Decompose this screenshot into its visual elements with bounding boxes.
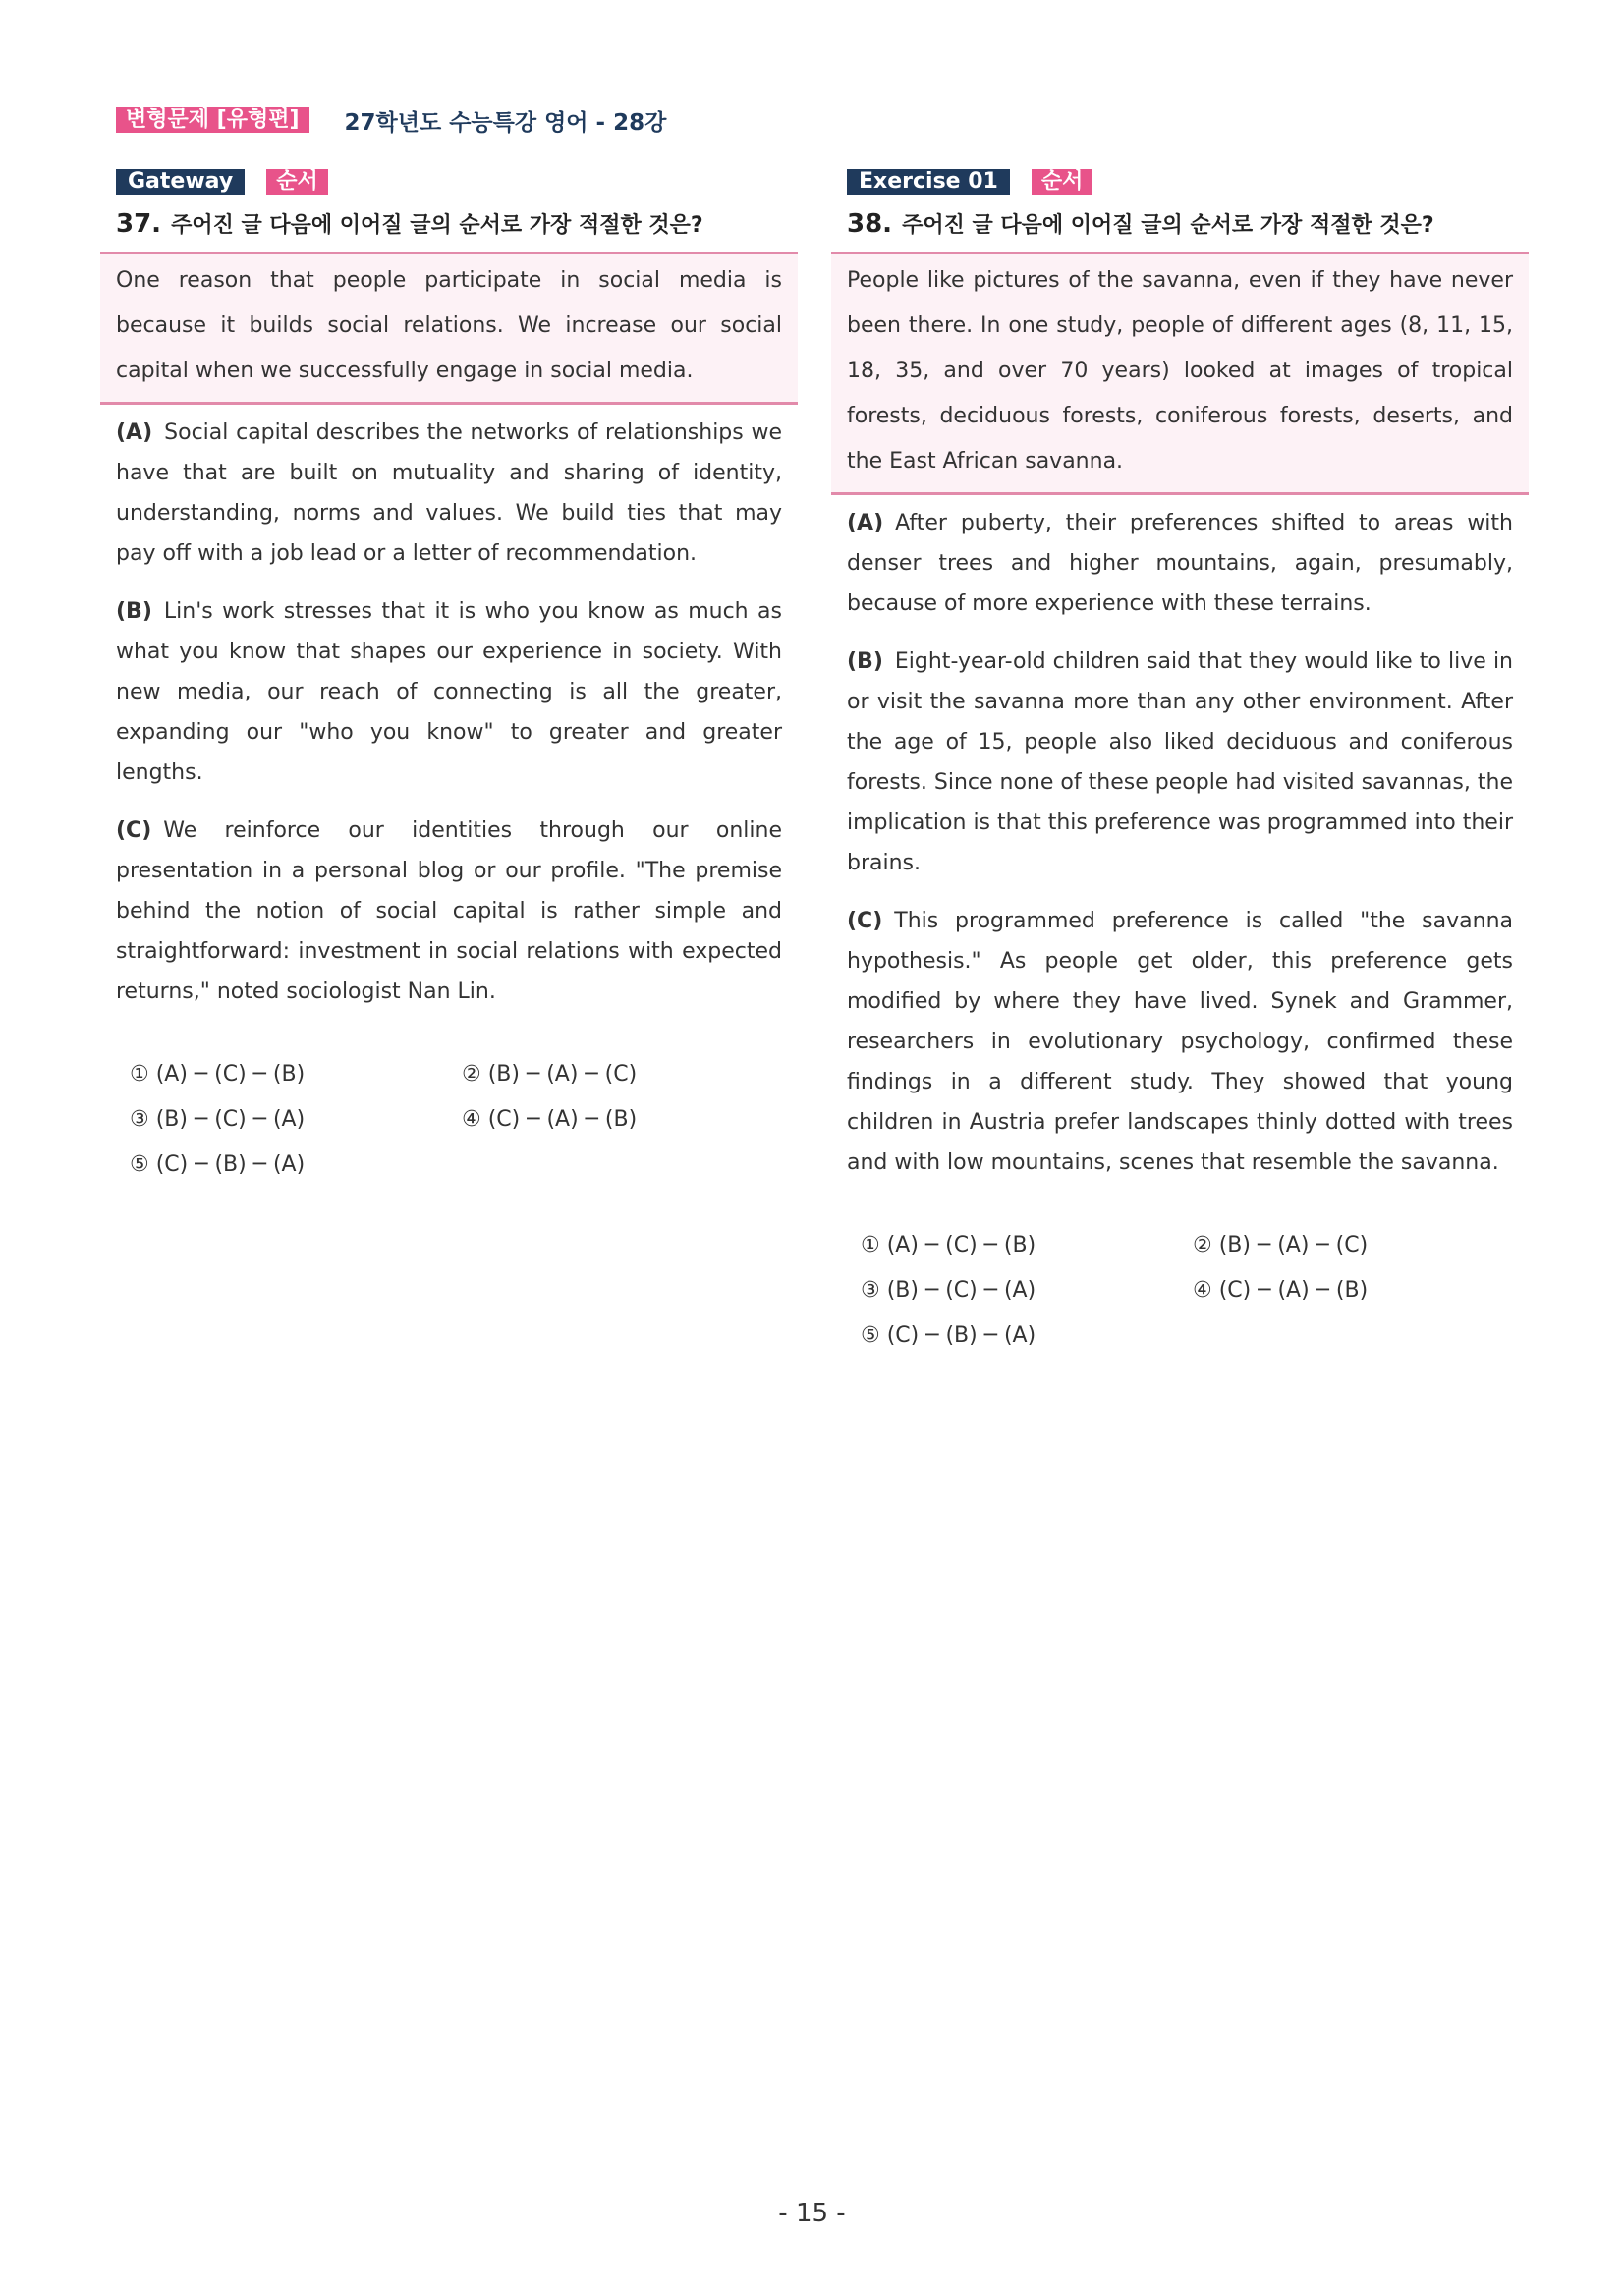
option-row <box>130 1051 798 1096</box>
option-4[interactable]: ④ (C) ─ (A) ─ (B) <box>1193 1277 1369 1303</box>
question-38-column <box>831 169 1529 1358</box>
type-tag: 변형문제 [유형편] <box>116 107 309 133</box>
paragraph-label: (B) <box>116 599 152 624</box>
option-5[interactable]: ⑤ (C) ─ (B) ─ (A) <box>130 1151 306 1177</box>
paragraph-label: (C) <box>116 818 152 843</box>
question-text: 주어진 글 다음에 이어질 글의 순서로 가장 적절한 것은? <box>171 213 703 238</box>
header-title: 27학년도 수능특강 영어 - 28강 <box>344 109 667 136</box>
question-title <box>847 204 1529 244</box>
answer-options <box>861 1222 1529 1358</box>
exercise-tag: Exercise 01 <box>847 169 1010 195</box>
tag-row <box>847 169 1529 195</box>
paragraph-c <box>831 901 1529 1183</box>
paragraph-a <box>100 413 798 574</box>
intro-passage: People like pictures of the savanna, even if they have never been there. In one study, people of different ages (8, 11, 15, 18, 35, and over 70 years) looked at images of tropical forests, deciduous forests, coniferous forests, deserts, and the East African savanna. <box>831 252 1529 495</box>
paragraph-label: (C) <box>847 909 883 933</box>
order-tag: 순서 <box>266 169 328 195</box>
option-3[interactable]: ③ (B) ─ (C) ─ (A) <box>861 1277 1036 1303</box>
question-text: 주어진 글 다음에 이어질 글의 순서로 가장 적절한 것은? <box>902 213 1434 238</box>
option-row <box>861 1267 1529 1313</box>
page-header <box>116 105 666 135</box>
option-row <box>130 1142 798 1187</box>
option-1[interactable]: ① (A) ─ (C) ─ (B) <box>861 1232 1036 1258</box>
paragraph-label: (A) <box>847 511 884 535</box>
paragraph-a <box>831 503 1529 624</box>
paragraph-label: (B) <box>847 649 883 674</box>
paragraph-text: This programmed preference is called "the savanna hypothesis." As people get older, this preference gets modified by where they have lived. Synek and Grammer, researchers in evolutionary psychology, confirmed these findings in a different study. They showed that young children in Austria prefer landscapes thinly dotted with trees and with low mountains, scenes that resemble the savanna. <box>847 909 1513 1175</box>
question-number: 37. <box>116 209 162 239</box>
paragraph-text: After puberty, their preferences shifted to areas with denser trees and higher mountains, again, presumably, because of more experience with these terrains. <box>847 511 1513 616</box>
gateway-tag: Gateway <box>116 169 245 195</box>
question-37-column <box>100 169 798 1187</box>
question-title <box>116 204 798 244</box>
paragraph-c <box>100 811 798 1012</box>
intro-passage: One reason that people participate in social media is because it builds social relations. We increase our social capital when we successfully engage in social media. <box>100 252 798 405</box>
paragraph-b <box>831 642 1529 883</box>
answer-options <box>130 1051 798 1187</box>
paragraph-text: We reinforce our identities through our online presentation in a personal blog or our profile. "The premise behind the notion of social capital is rather simple and straightforward: investment in social relations with expected returns," noted sociologist Nan Lin. <box>116 818 782 1004</box>
paragraph-text: Lin's work stresses that it is who you know as much as what you know that shapes our experience in society. With new media, our reach of connecting is all the greater, expanding our "who you know" to greater and greater lengths. <box>116 599 782 785</box>
option-4[interactable]: ④ (C) ─ (A) ─ (B) <box>462 1106 638 1132</box>
option-row <box>861 1313 1529 1358</box>
question-number: 38. <box>847 209 893 239</box>
option-2[interactable]: ② (B) ─ (A) ─ (C) <box>462 1061 638 1087</box>
page-number: - 15 - <box>778 2199 846 2228</box>
option-5[interactable]: ⑤ (C) ─ (B) ─ (A) <box>861 1322 1036 1348</box>
option-row <box>130 1096 798 1142</box>
option-3[interactable]: ③ (B) ─ (C) ─ (A) <box>130 1106 306 1132</box>
paragraph-b <box>100 591 798 793</box>
option-row <box>861 1222 1529 1267</box>
paragraph-text: Social capital describes the networks of relationships we have that are built on mutuality and sharing of identity, understanding, norms and values. We build ties that may pay off with a job lead or a letter of recommendation. <box>116 420 782 566</box>
tag-row <box>116 169 798 195</box>
option-2[interactable]: ② (B) ─ (A) ─ (C) <box>1193 1232 1369 1258</box>
order-tag: 순서 <box>1032 169 1093 195</box>
paragraph-text: Eight-year-old children said that they would like to live in or visit the savanna more than any other environment. After the age of 15, people also liked deciduous and coniferous forests. Since none of these people had visited savannas, the implication is that this preference was programmed into their brains. <box>847 649 1513 875</box>
option-1[interactable]: ① (A) ─ (C) ─ (B) <box>130 1061 306 1087</box>
paragraph-label: (A) <box>116 420 153 445</box>
